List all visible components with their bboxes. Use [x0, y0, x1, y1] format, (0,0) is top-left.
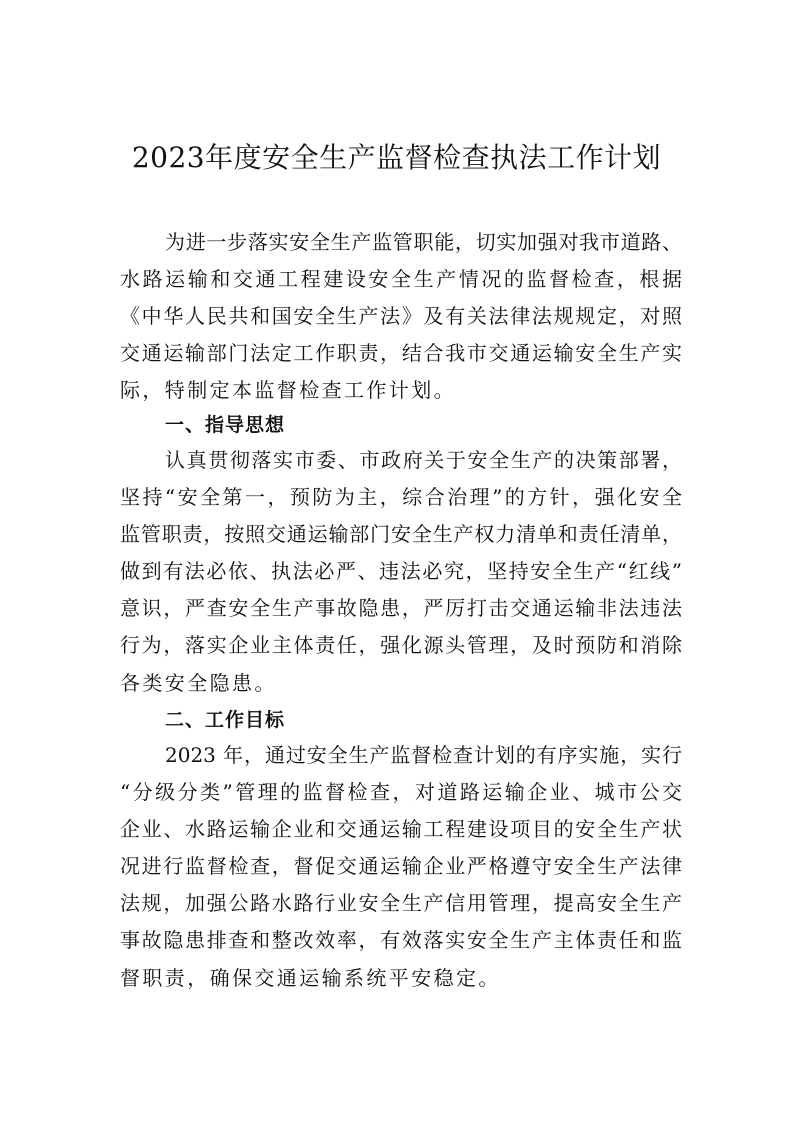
text-line: 意识，严查安全生产事故隐患，严厉打击交通运输非法违法 [120, 596, 682, 620]
text-line: 为进一步落实安全生产监管职能，切实加强对我市道路、 [165, 230, 682, 254]
section-heading: 二、工作目标 [165, 709, 286, 731]
text-line: 坚持“安全第一，预防为主，综合治理”的方针，强化安全 [120, 485, 682, 509]
text-line: 企业、水路运输企业和交通运输工程建设项目的安全生产状 [120, 817, 682, 841]
section-heading: 一、指导思想 [165, 414, 286, 436]
text-line: 各类安全隐患。 [120, 671, 277, 695]
text-line: 认真贯彻落实市委、市政府关于安全生产的决策部署， [165, 448, 682, 472]
text-line: “分级分类”管理的监督检查，对道路运输企业、城市公交 [120, 780, 682, 804]
text-line: 监管职责，按照交通运输部门安全生产权力清单和责任清单， [120, 522, 682, 546]
text-line: 法规，加强公路水路行业安全生产信用管理，提高安全生产 [120, 891, 682, 915]
text-line: 际，特制定本监督检查工作计划。 [120, 378, 456, 402]
text-line: 水路运输和交通工程建设安全生产情况的监督检查，根据 [120, 267, 682, 291]
text-line: 交通运输部门法定工作职责，结合我市交通运输安全生产实 [120, 341, 682, 365]
text-line: 做到有法必依、执法必严、违法必究，坚持安全生产“红线” [120, 559, 682, 583]
text-line: 督职责，确保交通运输系统平安稳定。 [120, 966, 501, 990]
text-line: 《中华人民共和国安全生产法》及有关法律法规规定，对照 [120, 304, 682, 328]
text-line: 2023 年，通过安全生产监督检查计划的有序实施，实行 [165, 743, 682, 767]
text-line: 事故隐患排查和整改效率，有效落实安全生产主体责任和监 [120, 928, 682, 952]
document-title: 2023年度安全生产监督检查执法工作计划 [131, 141, 662, 174]
text-line: 况进行监督检查，督促交通运输企业严格遵守安全生产法律 [120, 854, 682, 878]
text-line: 行为，落实企业主体责任，强化源头管理，及时预防和消除 [120, 633, 682, 657]
